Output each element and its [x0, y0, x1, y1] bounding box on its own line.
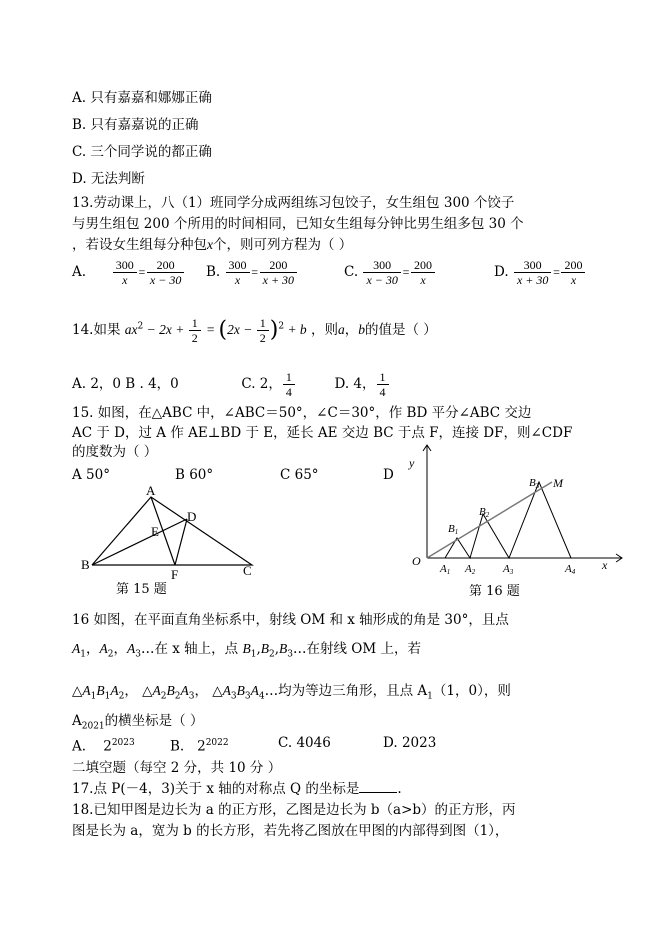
svg-text:B1: B1 — [448, 523, 459, 536]
q15-option-b: B 60° — [175, 467, 214, 483]
q16-option-c: C. 4046 — [278, 735, 331, 751]
q15-option-a: A 50° — [72, 467, 110, 483]
q15-line2: AC 于 D，过 A 作 AE⊥BD 于 E，延长 AE 交边 BC 于点 F，连接 DF，则∠CDF — [72, 425, 573, 441]
q14-options: A. 2，0 B . 4，0 C. 2， $\frac{1}{4}$ D. 4， $\frac{1}{4}$ — [72, 370, 390, 399]
figure-15 — [80, 484, 260, 599]
svg-text:A4: A4 — [565, 563, 576, 576]
fig16-origin: O — [412, 554, 421, 568]
q13-line3: ，若设女生组每分种包x个，则可列方程为（ ） — [72, 237, 353, 253]
q13-option-b: B. $\frac{300}{x}$ = $\frac{200}{x + 30}$ — [206, 258, 298, 287]
fig15-label-e: E — [151, 524, 159, 539]
fig15-caption: 第 15 题 — [116, 582, 167, 597]
option-a: A. 只有嘉嘉和娜娜正确 — [72, 90, 212, 106]
fig16-m: M — [553, 476, 563, 490]
q16-line3: $\triangle A_1B_1A_2$， $\triangle A_2B_2A_3$， $\triangle A_3B_3A_4\dots$均为等边三角形，且点 $A_1(1$，0），则 — [72, 683, 511, 702]
section-title: 二填空题（每空 2 分，共 10 分 ） — [72, 760, 282, 776]
fig16-y-label: y — [409, 456, 415, 470]
option-d: D. 无法判断 — [72, 171, 145, 187]
figure-16 — [378, 440, 628, 600]
q16-line1: 16 如图，在平面直角坐标系中，射线 OM 和 x 轴形成的角是 30°，且点 — [72, 612, 509, 628]
q16-line2: $A_1$，$A_2$，$A_3\dots$在 x 轴上，点 $B_1,B_2,B_3\dots$在射线 OM 上，若 — [72, 641, 421, 660]
q15-line3: 的度数为（ ） — [72, 444, 158, 460]
svg-text:B2: B2 — [479, 506, 490, 519]
q14-stem: 14.如果 $ax^2 - 2x$ + $\frac{1}{2}$ = (2x − $\frac{1}{2}$ )$^2$ + b ，则a，b的值是（ ） — [72, 316, 437, 345]
q13-line1: 13.劳动课上，八（1）班同学分成两组练习包饺子，女生组包 300 个饺子 — [72, 195, 515, 211]
svg-text:A3: A3 — [503, 563, 514, 576]
q13-option-c: C. $\frac{300}{x - 30}$ = $\frac{200}{x}$ — [344, 258, 436, 287]
svg-text:B3: B3 — [529, 477, 540, 490]
q13-option-d: D. $\frac{300}{x + 30}$ = $\frac{200}{x}$ — [494, 258, 586, 287]
fig15-label-a: A — [146, 484, 156, 498]
q13-line2: 与男生组包 200 个所用的时间相同，已知女生组每分钟比男生组多包 30 个 — [72, 216, 524, 232]
option-b: B. 只有嘉嘉说的正确 — [72, 117, 199, 133]
q18-line2: 图是长为 a，宽为 b 的长方形，若先将乙图放在甲图的内部得到图（1）， — [72, 823, 509, 839]
q15-option-d: D — [383, 467, 394, 483]
option-c: C. 三个同学说的都正确 — [72, 144, 212, 160]
q16-option-b: B. $2^{2022}$ — [170, 738, 229, 755]
q16-option-d: D. 2023 — [383, 735, 437, 751]
fig15-label-d: D — [187, 509, 197, 524]
svg-text:A1: A1 — [440, 563, 451, 576]
fig15-label-c: C — [243, 563, 252, 578]
q15-option-c: C 65° — [280, 467, 319, 483]
fig16-caption: 第 16 题 — [469, 584, 520, 599]
q15-line1: 15. 如图，在△ABC 中，∠ABC＝50°，∠C＝30°，作 BD 平分∠ABC 交边 — [72, 405, 532, 421]
fig15-label-b: B — [81, 557, 90, 572]
q17-blank[interactable] — [359, 780, 397, 793]
svg-text:A2: A2 — [465, 563, 476, 576]
q16-option-a: A. $2^{2023}$ — [72, 738, 135, 755]
q16-line4: $A_{2021}$的横坐标是（ ） — [72, 713, 204, 732]
fig16-x-label: x — [602, 558, 608, 572]
q17: 17.点 P(－4，3)关于 x 轴的对称点 Q 的坐标是 . — [72, 781, 402, 797]
fig15-label-f: F — [171, 567, 179, 582]
q13-option-a: A. $\frac{300}{x}$ = $\frac{200}{x - 30}$ — [72, 258, 185, 287]
q18-line1: 18.已知甲图是边长为 a 的正方形，乙图是边长为 b（a>b）的正方形，丙 — [72, 802, 516, 818]
